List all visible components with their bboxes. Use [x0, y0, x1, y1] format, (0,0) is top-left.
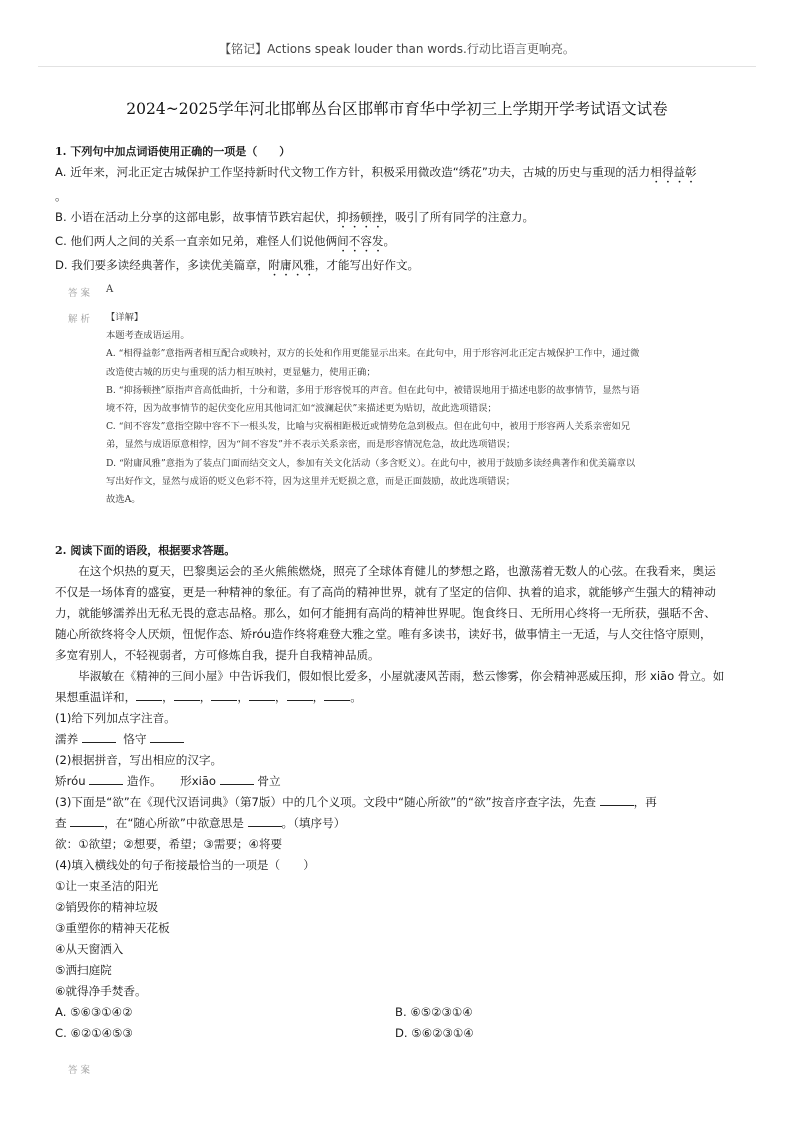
passage-text: 果想重温详和， [55, 690, 137, 704]
option-a[interactable]: A. ⑤⑥③①④② [55, 1005, 133, 1019]
sentence-item: ⑥就得净手焚香。 [55, 984, 147, 998]
blank-first-lookup[interactable] [600, 793, 634, 806]
option-a-text: A. 近年来，河北正定古城保护工作坚持新时代文物工作方针，积极采用微改造“绣花”功夫，古城的历史与重现的活力 [55, 165, 651, 179]
subquestion-3-line1 [55, 792, 745, 813]
analysis-line: 【详解】 [106, 312, 144, 323]
option-b-dotted-phrase: 抑扬顿挫 [336, 210, 384, 224]
blank-5[interactable] [287, 688, 313, 701]
passage-line: 力，就能够濡养出无私无畏的意志品格。那么，如何才能拥有高尚的精神世界呢。饱食终日、无所用心终将一无所获，强聒不舍、 [55, 606, 716, 620]
question-1-head: 1. 下列句中加点词语使用正确的一项是（ ） [55, 145, 291, 158]
q1-analysis-label: 解 析 [68, 314, 91, 325]
sentence-item: ④从天窗洒入 [55, 942, 124, 956]
subquestion-4: (4)填入横线处的句子衔接最恰当的一项是（ ） [55, 858, 315, 872]
word-ruyang: 濡养 [55, 732, 79, 746]
passage-line: 毕淑敏在《精神的三间小屋》中告诉我们，假如恨比爱多，小屋就凄风苦雨，愁云惨雾，你会精神恶威压抑，形 xiāo 骨立。如 [78, 669, 725, 683]
question-1-option-d [55, 255, 745, 279]
analysis-line: 境不符，因为故事情节的起伏变化应用其他词汇如“波澜起伏”来描述更为贴切，故此选项错误； [106, 403, 497, 415]
passage-line: 在这个炽热的夏天，巴黎奥运会的圣火熊熊燃烧，照亮了全球体育健儿的梦想之路，也激荡着无数人的心弦。在我看来，奥运 [78, 564, 716, 578]
options-row-1 [55, 1002, 745, 1023]
subquestion-1: (1)给下列加点字注音。 [55, 711, 176, 725]
question-1-option-a-end [55, 186, 745, 207]
word-zaozuo: 造作。 [126, 774, 162, 788]
option-a-dotted-phrase: 相得益彰 [650, 165, 697, 179]
sentence-item: ②销毁你的精神垃圾 [55, 900, 159, 914]
passage-line: 随心所欲终将令人厌烦，忸怩作态、矫róu造作终将难登大雅之堂。唯有多读书，读好书，做事情主一无适，与人交往恪守原则， [55, 627, 712, 641]
blank-2[interactable] [174, 688, 200, 701]
sentence-item: ①让一束圣洁的阳光 [55, 879, 159, 893]
option-b-text: B. 小语在活动上分享的这部电影，故事情节跌宕起伏， [55, 210, 337, 224]
option-c-dotted-phrase: 间不容发 [337, 234, 384, 248]
blank-ruyang[interactable] [82, 730, 116, 743]
blank-rou[interactable] [89, 772, 123, 785]
option-a-end: 。 [55, 189, 67, 203]
pinyin-xiao: 形xiāo [180, 774, 217, 788]
question-2-head: 2. 阅读下面的语段，根据要求答题。 [55, 544, 236, 557]
blank-sep: ， [275, 690, 287, 704]
subquestion-3-text: 。（填序号） [281, 816, 346, 830]
option-c-end: 。 [383, 234, 396, 248]
q2-answer-label: 答 案 [68, 1065, 91, 1076]
analysis-line: 改造使古城的历史与重现的活力相互映衬，更显魅力，使用正确； [106, 366, 376, 378]
option-d-end: ，才能写出好作文。 [314, 258, 420, 272]
passage-line: 多宽宥别人，不轻视弱者，方可修炼自我，提升自我精神品质。 [55, 648, 380, 662]
word-keshou: 恪守 [123, 732, 147, 746]
analysis-line: B. “抑扬顿挫”原指声音高低曲折，十分和谐，多用于形容悦耳的声音。但在此句中，被错误地用于描述电影的故事情节，显然与语 [106, 384, 640, 396]
option-b-end: ，吸引了所有同学的注意力。 [383, 210, 535, 224]
analysis-line: A. “相得益彰”意指两者相互配合或映衬，双方的长处和作用更能显示出来。在此句中，用于形容河北正定古城保护工作中，通过微 [106, 348, 640, 360]
blank-1[interactable] [136, 688, 162, 701]
question-1-option-a [55, 162, 745, 186]
subquestion-2: (2)根据拼音，写出相应的汉字。 [55, 753, 223, 767]
subquestion-3-senses: 欲：①欲望；②想要，希望；③需要；④将要 [55, 837, 283, 851]
blank-meaning[interactable] [248, 814, 282, 827]
analysis-line: 写出好作文，显然与成语的贬义色彩不符，因为这里并无贬损之意，而是正面鼓励，故此选项错误； [106, 475, 516, 487]
option-d[interactable]: D. ⑤⑥②③①④ [395, 1026, 474, 1040]
blank-end: 。 [350, 690, 362, 704]
subquestion-3-text: ，再 [633, 795, 657, 809]
subquestion-1-blanks [55, 729, 745, 750]
sentence-item: ③重塑你的精神天花板 [55, 921, 170, 935]
blank-sep: ， [199, 690, 212, 704]
sentence-item: ⑤洒扫庭院 [55, 963, 112, 977]
question-1-option-c [55, 231, 745, 255]
question-2 [55, 540, 745, 1044]
blank-second-lookup[interactable] [70, 814, 104, 827]
header-motto: 【铭记】Actions speak louder than words.行动比语言更响亮。 [219, 42, 575, 56]
blank-sep: ， [312, 690, 325, 704]
blank-xiao[interactable] [220, 772, 254, 785]
q1-answer-label: 答 案 [68, 288, 91, 299]
blank-4[interactable] [249, 688, 275, 701]
passage-line: 不仅是一场体育的盛宴，更是一种精神的象征。有了高尚的精神世界，就有了坚定的信仰、执着的追求，就能够产生强大的精神动 [55, 585, 716, 599]
option-c-text: C. 他们两人之间的关系一直亲如兄弟，难怪人们说他俩 [55, 234, 338, 248]
option-d-dotted-phrase: 附庸风雅 [268, 258, 315, 272]
analysis-line: 故选A。 [106, 494, 141, 506]
header-divider [38, 66, 756, 67]
subquestion-3-text: ，在“随心所欲”中欲意思是 [104, 816, 244, 830]
subquestion-3-text: (3)下面是“欲”在《现代汉语词典》（第7版）中的几个义项。文段中“随心所欲”的“欲”按音序查字法，先查 [55, 795, 596, 809]
blank-3[interactable] [211, 688, 237, 701]
analysis-line: C. “间不容发”意指空隙中容不下一根头发，比喻与灾祸相距极近或情势危急到极点。但在此句中，被用于形容两人关系亲密如兄 [106, 421, 631, 433]
options-row-2 [55, 1023, 745, 1044]
analysis-line: 弟，显然与成语原意相悖，因为“间不容发”并不表示关系亲密，而是形容情况危急，故此选项错误； [106, 439, 516, 451]
page-title: 2024~2025学年河北邯郸丛台区邯郸市育华中学初三上学期开学考试语文试卷 [126, 100, 668, 118]
option-c[interactable]: C. ⑥②①④⑤③ [55, 1026, 133, 1040]
blank-keshou[interactable] [150, 730, 184, 743]
q1-analysis [106, 309, 726, 509]
blank-6[interactable] [324, 688, 350, 701]
option-b[interactable]: B. ⑥⑤②③①④ [395, 1005, 473, 1019]
passage-line-blanks [55, 687, 745, 708]
analysis-line: 本题考查成语运用。 [106, 330, 190, 342]
subquestion-3-text: 查 [55, 816, 67, 830]
question-1-option-b [55, 207, 745, 231]
pinyin-rou: 矫róu [55, 774, 86, 788]
subquestion-2-blanks [55, 771, 745, 792]
subquestion-3-line2 [55, 813, 745, 834]
blank-sep: ， [162, 690, 174, 704]
question-1 [55, 141, 745, 279]
analysis-line: D. “附庸风雅”意指为了装点门面而结交文人，参加有关文化活动（多含贬义）。在此句中，被用于鼓励多读经典著作和优美篇章以 [106, 457, 636, 469]
blank-sep: ， [237, 690, 249, 704]
q1-answer-value: A [106, 284, 114, 295]
option-d-text: D. 我们要多读经典著作，多读优美篇章， [55, 258, 269, 272]
word-guli: 骨立 [257, 774, 281, 788]
